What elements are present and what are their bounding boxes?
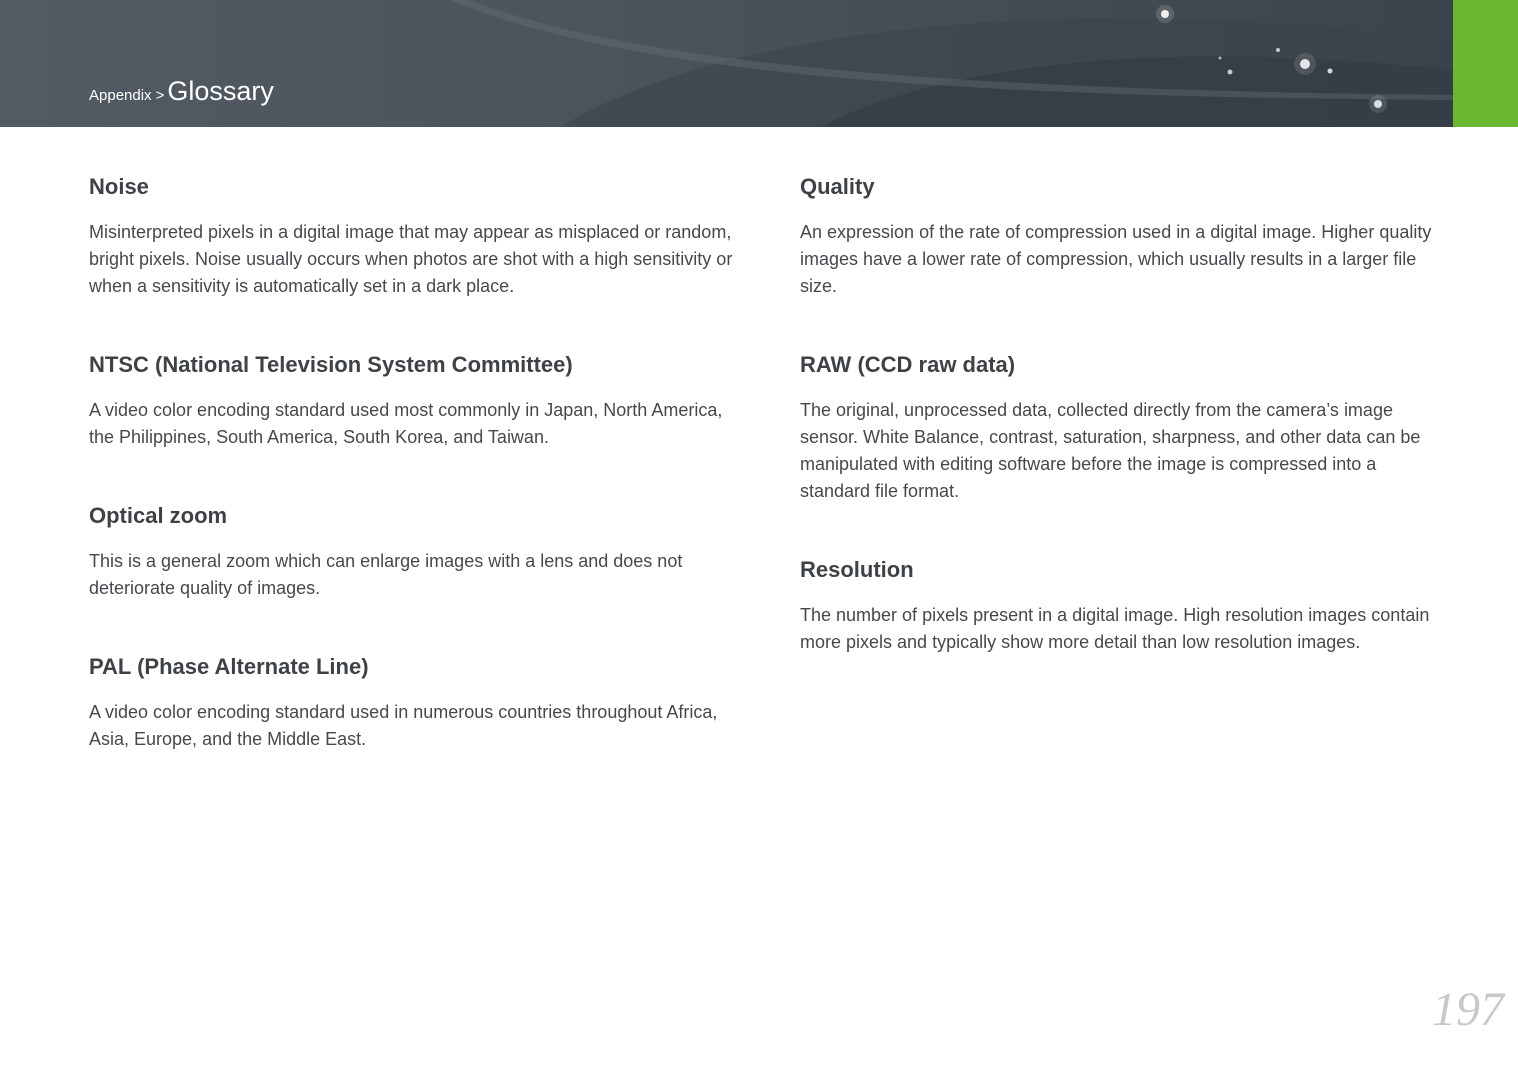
glossary-entry-optical-zoom	[89, 501, 734, 602]
breadcrumb	[89, 76, 274, 107]
glossary-definition: An expression of the rate of compression used in a digital image. Higher quality images have a lower rate of compression, which usually results in a larger file size.	[800, 222, 1432, 296]
glossary-right-column	[800, 172, 1445, 706]
glossary-definition: The number of pixels present in a digital image. High resolution images contain more pixels and typically show more detail than low resolution images.	[800, 605, 1430, 652]
glossary-term: Noise	[89, 174, 149, 199]
glossary-term: Quality	[800, 174, 875, 199]
glossary-term: Resolution	[800, 557, 914, 582]
page-number: 197	[1432, 983, 1504, 1036]
glossary-left-column	[89, 172, 734, 803]
glossary-term: NTSC (National Television System Committee)	[89, 352, 573, 377]
breadcrumb-separator: >	[155, 87, 165, 104]
header-swoosh-decoration	[0, 0, 1453, 127]
glossary-entry-quality	[800, 172, 1445, 300]
glossary-definition: A video color encoding standard used in numerous countries throughout Africa, Asia, Europe, and the Middle East.	[89, 702, 718, 749]
glossary-entry-raw	[800, 350, 1445, 505]
glossary-definition: Misinterpreted pixels in a digital image that may appear as misplaced or random, bright pixels. Noise usually occurs when photos are shot with a high sensitivity or when a sensitivity is automatically set in a dark place.	[89, 222, 733, 296]
page-title: Glossary	[167, 76, 274, 106]
page-header	[0, 0, 1453, 127]
glossary-entry-noise	[89, 172, 734, 300]
glossary-definition: The original, unprocessed data, collected directly from the camera’s image sensor. White Balance, contrast, saturation, sharpness, and other data can be manipulated with editing software before the image is compressed into a standard file format.	[800, 400, 1421, 501]
glossary-term: RAW (CCD raw data)	[800, 352, 1016, 377]
breadcrumb-parent[interactable]: Appendix	[89, 87, 152, 104]
glossary-term: Optical zoom	[89, 503, 228, 528]
glossary-entry-ntsc	[89, 350, 734, 451]
glossary-term: PAL (Phase Alternate Line)	[89, 654, 369, 679]
glossary-definition: This is a general zoom which can enlarge images with a lens and does not deteriorate quality of images.	[89, 551, 683, 598]
glossary-entry-resolution	[800, 555, 1445, 656]
glossary-definition: A video color encoding standard used most commonly in Japan, North America, the Philippines, South America, South Korea, and Taiwan.	[89, 400, 723, 447]
glossary-entry-pal	[89, 652, 734, 753]
section-tab	[1453, 0, 1518, 127]
